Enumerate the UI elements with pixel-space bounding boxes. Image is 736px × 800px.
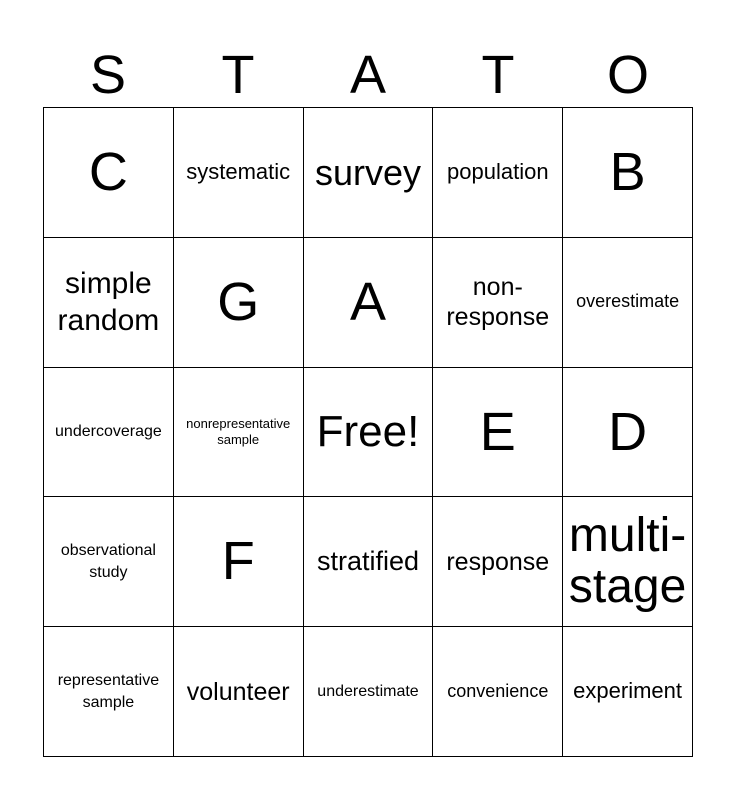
bingo-cell-r5-c2[interactable] — [174, 627, 304, 757]
cell-text: B — [609, 142, 646, 203]
cell-text: observational study — [60, 542, 156, 581]
cell-text: stratified — [316, 546, 420, 577]
bingo-cell-r2-c2[interactable] — [174, 238, 304, 368]
cell-text: C — [88, 142, 128, 203]
bingo-cell-r2-c4[interactable] — [433, 238, 563, 368]
cell-text: A — [349, 271, 386, 332]
bingo-cell-r3-c4[interactable] — [433, 368, 563, 498]
bingo-cell-r1-c1[interactable] — [44, 108, 174, 238]
bingo-cell-r3-c1[interactable] — [44, 368, 174, 498]
bingo-cell-r4-c5[interactable] — [563, 497, 693, 627]
header-letter-t: T — [221, 45, 255, 105]
cell-text: nonrepresentative sample — [186, 416, 291, 447]
header-letter-t-second: T — [481, 45, 515, 105]
cell-text: population — [447, 159, 549, 185]
cell-text: representative sample — [57, 672, 160, 711]
bingo-cell-r4-c2[interactable] — [174, 497, 304, 627]
bingo-cell-r2-c5[interactable] — [563, 238, 693, 368]
bingo-cell-r4-c3[interactable] — [304, 497, 434, 627]
cell-text: E — [479, 401, 516, 462]
cell-text: simple random — [57, 266, 160, 338]
bingo-cell-r1-c5[interactable] — [563, 108, 693, 238]
bingo-cell-r3-c5[interactable] — [563, 368, 693, 498]
cell-text: non- response — [446, 273, 550, 332]
bingo-cell-r1-c4[interactable] — [433, 108, 563, 238]
cell-text: F — [221, 531, 255, 592]
cell-text: undercoverage — [55, 423, 162, 441]
bingo-cell-r5-c4[interactable] — [433, 627, 563, 757]
cell-text: volunteer — [186, 677, 290, 706]
bingo-board — [43, 107, 693, 757]
header-letter-o: O — [606, 45, 649, 105]
cell-text: convenience — [447, 680, 549, 701]
cell-text: G — [217, 271, 260, 332]
cell-text: survey — [314, 151, 421, 193]
cell-text: underestimate — [317, 682, 419, 700]
bingo-header — [43, 44, 693, 106]
bingo-cell-r2-c1[interactable] — [44, 238, 174, 368]
cell-text: D — [608, 401, 648, 462]
bingo-cell-r5-c5[interactable] — [563, 627, 693, 757]
cell-text: overestimate — [576, 291, 680, 312]
bingo-cell-r5-c3[interactable] — [304, 627, 434, 757]
bingo-cell-r2-c3[interactable] — [304, 238, 434, 368]
bingo-cell-r1-c3[interactable] — [304, 108, 434, 238]
cell-text: Free! — [316, 406, 420, 456]
cell-text: experiment — [573, 678, 683, 704]
cell-text: multi- stage — [568, 509, 687, 613]
cell-text: response — [446, 547, 550, 576]
cell-text: systematic — [186, 159, 291, 185]
bingo-cell-r3-c2[interactable] — [174, 368, 304, 498]
header-letter-a: A — [349, 45, 387, 105]
bingo-cell-r3-c3-free[interactable] — [304, 368, 434, 498]
bingo-cell-r4-c1[interactable] — [44, 497, 174, 627]
bingo-cell-r4-c4[interactable] — [433, 497, 563, 627]
bingo-cell-r1-c2[interactable] — [174, 108, 304, 238]
bingo-cell-r5-c1[interactable] — [44, 627, 174, 757]
header-letter-s: S — [89, 45, 127, 105]
